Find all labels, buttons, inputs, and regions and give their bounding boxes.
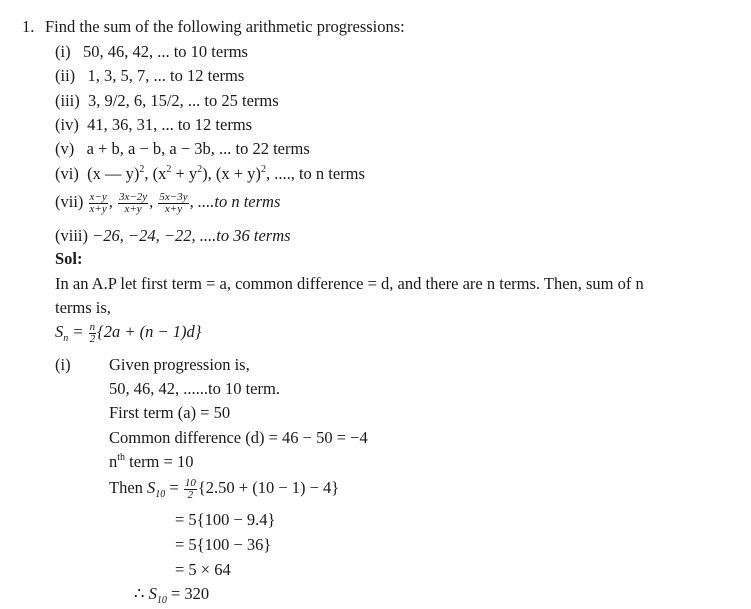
part-text: 41, 36, 31, ... to 12 terms [87, 115, 253, 134]
part-vii: (vii) $\frac{x-y}{x+y}$ , $\frac{3x-2y}{x+y}$ , $\frac{5x-3y}{x+y}$ , ....to n terms [55, 190, 281, 215]
part-text: 50, 46, 42, ... to 10 terms [82, 42, 248, 61]
part-label: (i) [55, 42, 71, 61]
part-text: (x — y)$^2$, $(x^2 + y^2)$, $(x + y)^2$, ...., to n terms [87, 164, 365, 183]
part-label: (ii) [55, 66, 76, 85]
then-s10: Then $S_{10}$ = $\frac{10}{2}$ {2.50 + (10 − 1) − 4} [109, 476, 340, 501]
nth-term: $n^{th}$ term = 10 [109, 452, 194, 471]
solution-heading: Sol: [55, 249, 83, 268]
part-text: −26, −24, −22, ....to 36 terms [92, 226, 291, 245]
question-number: 1. [22, 17, 35, 36]
part-label: (v) [55, 139, 75, 158]
step-1: = 5{100 − 9.4} [175, 510, 276, 529]
part-label: (viii) [55, 226, 88, 245]
part-viii [55, 226, 291, 246]
sum-formula: $S_n$ = $\frac{n}{2}$ {2a + (n − 1)d} [55, 320, 202, 345]
fraction: $\frac{5x-3y}{x+y}$ [159, 190, 188, 215]
part-text: 1, 3, 5, 7, ... to 12 terms [87, 66, 245, 85]
part-label: (vii) [55, 192, 84, 211]
step-2: = 5{100 − 36} [175, 535, 272, 554]
solution-intro-2: terms is, [55, 298, 111, 317]
part-iii [55, 91, 279, 111]
part-label: (iv) [55, 115, 79, 134]
part-text: a + b, a − b, a − 3b, ... to 22 terms [86, 139, 310, 158]
question-text: Find the sum of the following arithmetic progressions: [45, 17, 405, 36]
part-vi [55, 164, 365, 184]
fraction: $\frac{3x-2y}{x+y}$ [118, 190, 148, 215]
solution-intro-1: In an A.P let first term = a, common difference = d, and there are n terms. Then, sum of n [55, 274, 644, 293]
common-difference: Common difference (d) = 46 − 50 = −4 [109, 428, 368, 447]
part-text: 3, 9/2, 6, 15/2, ... to 25 terms [88, 91, 279, 110]
fraction: $\frac{x-y}{x+y}$ [89, 190, 107, 215]
part-label: (iii) [55, 91, 80, 110]
therefore-symbol: ∴ [134, 584, 149, 603]
part-i [55, 42, 248, 62]
final-result: ∴ $S_{10} = 320$ [134, 584, 210, 606]
part-text: , ....to n terms [189, 192, 281, 211]
first-term: First term (a) = 50 [109, 403, 231, 422]
given-progression: Given progression is, [109, 355, 250, 374]
part-label: (vi) [55, 164, 79, 183]
sequence: 50, 46, 42, ......to 10 term. [109, 379, 280, 398]
part-ii [55, 66, 244, 86]
step-3: = 5 × 64 [175, 560, 231, 579]
part-i-label: (i) [55, 355, 71, 374]
part-v [55, 139, 310, 159]
part-iv [55, 115, 252, 135]
